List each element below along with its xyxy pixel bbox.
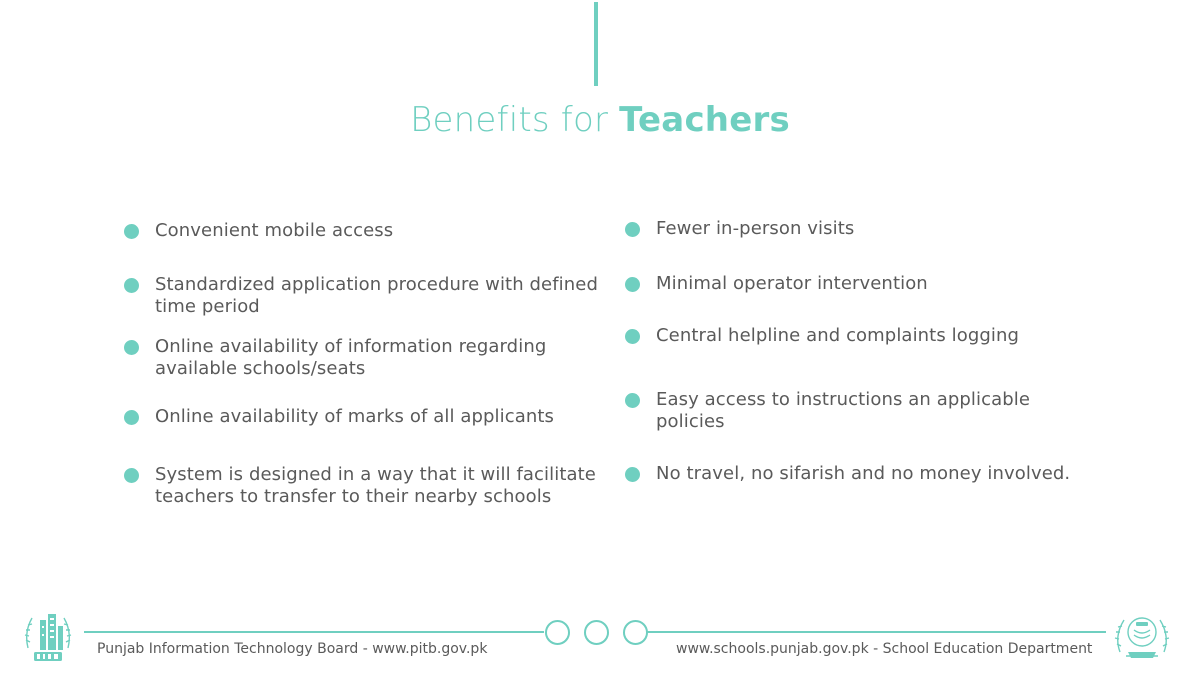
bullet-dot	[625, 393, 640, 408]
bullet-dot	[124, 410, 139, 425]
bullet-dot	[124, 224, 139, 239]
bullet-text: System is designed in a way that it will facilitate teachers to transfer to their nearby schools	[155, 464, 596, 507]
footer-left-text: Punjab Information Technology Board - www.pitb.gov.pk	[97, 641, 488, 657]
bullet-text: Convenient mobile access	[155, 220, 394, 241]
list-item	[124, 274, 605, 318]
bullet-text: Central helpline and complaints logging	[656, 325, 1020, 346]
bullet-dot	[124, 340, 139, 355]
list-item	[625, 325, 1086, 347]
bullet-dot	[625, 277, 640, 292]
bullet-dot	[625, 329, 640, 344]
list-item	[124, 336, 605, 380]
footer-circle-icon	[545, 620, 570, 645]
list-item	[625, 389, 1086, 433]
title-prefix: Benefits for	[410, 100, 620, 140]
list-item	[625, 273, 1086, 295]
bullet-dot	[625, 222, 640, 237]
bullet-text: Online availability of information regarding available schools/seats	[155, 336, 547, 379]
list-item	[124, 406, 605, 428]
bullet-text: Online availability of marks of all applicants	[155, 406, 555, 427]
bullet-dot	[124, 278, 139, 293]
bullet-dot	[124, 468, 139, 483]
bullet-text: Easy access to instructions an applicable policies	[656, 389, 1031, 432]
punjab-seal-icon	[1112, 608, 1172, 668]
footer-circle-icon	[623, 620, 648, 645]
footer-right-text: www.schools.punjab.gov.pk - School Education Department	[676, 641, 1093, 657]
footer-divider-right	[646, 631, 1106, 633]
list-item	[124, 464, 605, 508]
list-item	[625, 218, 1086, 240]
bullet-text: Minimal operator intervention	[656, 273, 928, 294]
footer-circle-icon	[584, 620, 609, 645]
list-item	[625, 463, 1086, 485]
bullet-dot	[625, 467, 640, 482]
bullet-text: Fewer in-person visits	[656, 218, 855, 239]
list-item	[124, 220, 605, 242]
page-title	[0, 100, 1200, 140]
pitb-logo-icon	[20, 608, 76, 666]
bullet-text: Standardized application procedure with defined time period	[155, 274, 598, 317]
title-emphasis: Teachers	[619, 100, 790, 140]
top-accent-line	[594, 2, 598, 86]
footer-divider-left	[84, 631, 544, 633]
bullet-text: No travel, no sifarish and no money involved.	[656, 463, 1071, 484]
